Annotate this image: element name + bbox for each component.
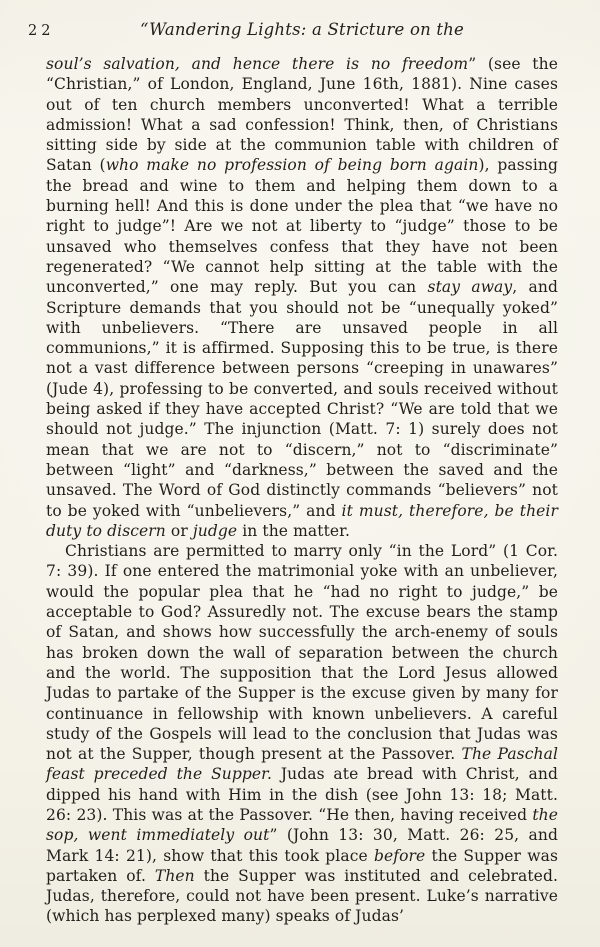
italic-text-segment: stay away — [427, 278, 513, 297]
text-segment: ), passing the bread and wine to them and helping them down to a burning hell! And this is done under the plea that “we have no right to judge”! Are we not at liberty to “judge” those to be unsaved who themselves confess that they have not been regenerated? “We cannot help sitting at the table with the unconverted,” one may reply. But you can — [46, 156, 558, 297]
italic-text-segment: soul’s salvation, and hence there is no freedom — [46, 55, 469, 73]
page-number: 22 — [28, 23, 55, 39]
text-segment: or — [165, 521, 193, 540]
text-segment: in the matter. — [237, 521, 351, 540]
italic-text-segment: it must, therefore, be their duty to — [46, 501, 558, 540]
text-segment: the Supper was instituted and celebrated. Judas, therefore, could not have been present. Luke’s narrative (which has perplexed many) speaks of Judas’ — [46, 866, 558, 926]
page-body — [46, 54, 558, 927]
paragraph — [46, 541, 558, 927]
italic-text-segment: Then — [154, 866, 195, 885]
text-segment: ” (see the “Christian,” of London, England, June 16th, 1881). Nine cases out of ten church members unconverted! What a terrible admission! What a sad confession! Think, then, of Christians sitting side by side at the communion table with children of Satan ( — [46, 55, 558, 175]
italic-text-segment: the sop, went immediately out — [46, 805, 558, 845]
italic-text-segment: who make no profession of being born again — [105, 156, 479, 175]
text-segment: the Supper was partaken of. — [46, 846, 559, 885]
italic-text-segment: judge — [192, 521, 238, 540]
text-segment: Christians are permitted to marry only “in the Lord” (1 Cor. 7: 39). If one entered the matrimonial yoke with an unbeliever, would the popular plea that he “had no right to judge,” be acceptable to God? Assuredly not. The excuse bears the stamp of Satan, and shows how successfully the arch-enemy of souls has broken down the wall of separation between the church and the world. The supposition that the Lord Jesus allowed Judas to partake of the Supper is the excuse given by many for continuance in fellowship with known unbelievers. A careful study of the Gospels will lead to the conclusion that Judas was not at the Supper, though present at the Passover. — [46, 542, 558, 764]
text-segment: ” (John 13: 30, Matt. 26: 25, and Mark 14: 21), show that this took place — [46, 826, 559, 865]
italic-text-segment: before — [373, 846, 426, 865]
text-segment: Judas ate bread with Christ, and dipped his hand with Him in the dish (see John 13: 18; Matt. 26: 23). This was at the Passover. “He then, having received — [46, 765, 559, 824]
text-segment: , and Scripture demands that you should not be “unequally yoked” with unbelievers. “There are unsaved people in all communions,” it is affirmed. Supposing this to be true, is there not a vast difference between persons “creeping in unawares” (Jude 4), professing to be converted, and souls received without being asked if they have accepted Christ? “We are told that we should not judge.” The injunction (Matt. 7: 1) surely does not mean that we are not to “discern,” not to “discriminate” between “light” and “darkness,” between the saved and the unsaved. The Word of God distinctly commands “believers” not to be yoked with “unbelievers,” and — [46, 278, 558, 520]
paragraph — [46, 54, 558, 541]
running-title: “Wandering Lights: a Stricture on the — [140, 20, 464, 39]
page-header — [28, 20, 558, 39]
italic-text-segment: The Paschal feast preceded the Supper. — [46, 745, 558, 784]
italic-text-segment: discern — [107, 521, 166, 540]
